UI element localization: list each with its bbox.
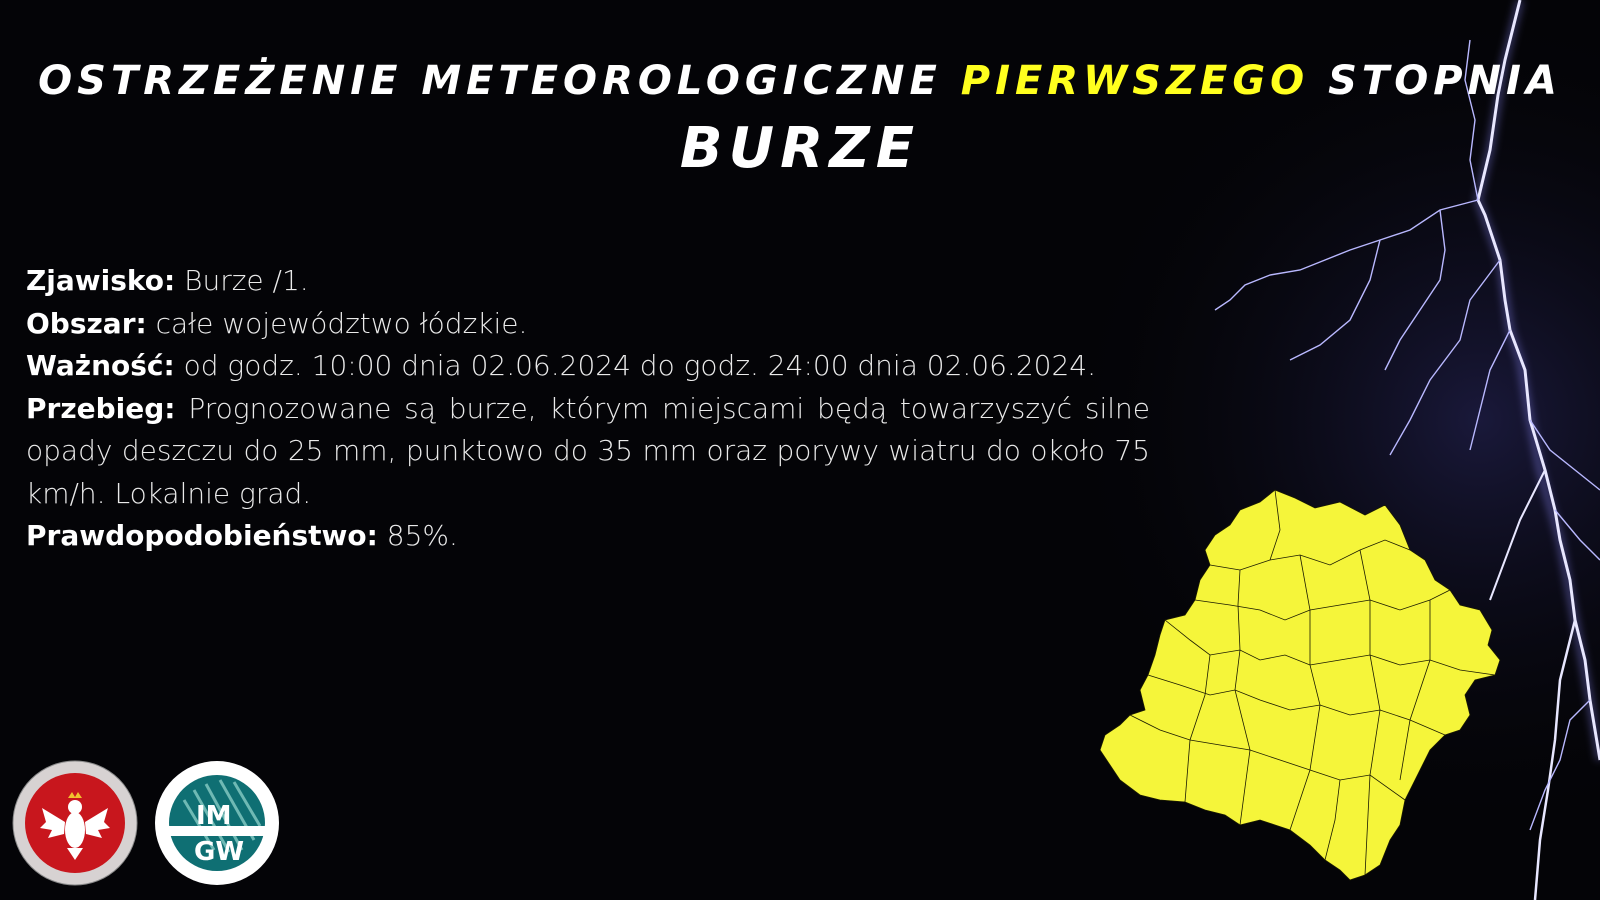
probability-value: 85%. <box>386 519 458 552</box>
title-part1: OSTRZEŻENIE METEOROLOGICZNE <box>38 58 942 104</box>
course-row <box>26 388 1150 516</box>
area-label: Obszar: <box>26 306 147 340</box>
imgw-logo <box>154 760 280 886</box>
voivode-office-logo <box>12 760 138 886</box>
title-highlight: PIERWSZEGO <box>960 58 1310 104</box>
warning-details <box>26 260 1150 558</box>
course-value: Prognozowane są burze, którym miejscami będą towarzyszyć silne opady deszczu do 25 mm, punktowo do 35 mm oraz porywy wiatru do około 75 km/h. Lokalnie grad. <box>26 391 1150 510</box>
imgw-top-text: IM <box>196 801 232 831</box>
validity-row <box>26 345 1150 388</box>
warning-title <box>0 58 1600 104</box>
validity-value: od godz. 10:00 dnia 02.06.2024 do godz. 24:00 dnia 02.06.2024. <box>183 349 1096 382</box>
probability-row <box>26 515 1150 558</box>
course-label: Przebieg: <box>26 391 176 425</box>
area-value: całe województwo łódzkie. <box>155 306 528 340</box>
voivodeship-map <box>1100 480 1540 900</box>
validity-label: Ważność: <box>26 349 175 382</box>
phenomenon-row <box>26 260 1150 303</box>
warning-subtitle: BURZE <box>679 116 921 181</box>
area-row <box>26 303 1150 346</box>
phenomenon-label: Zjawisko: <box>26 264 176 297</box>
map-outline <box>1100 490 1500 880</box>
phenomenon-value: Burze /1. <box>184 264 309 297</box>
imgw-bottom-text: GW <box>194 837 245 867</box>
probability-label: Prawdopodobieństwo: <box>26 519 378 552</box>
title-part2: STOPNIA <box>1328 58 1562 104</box>
